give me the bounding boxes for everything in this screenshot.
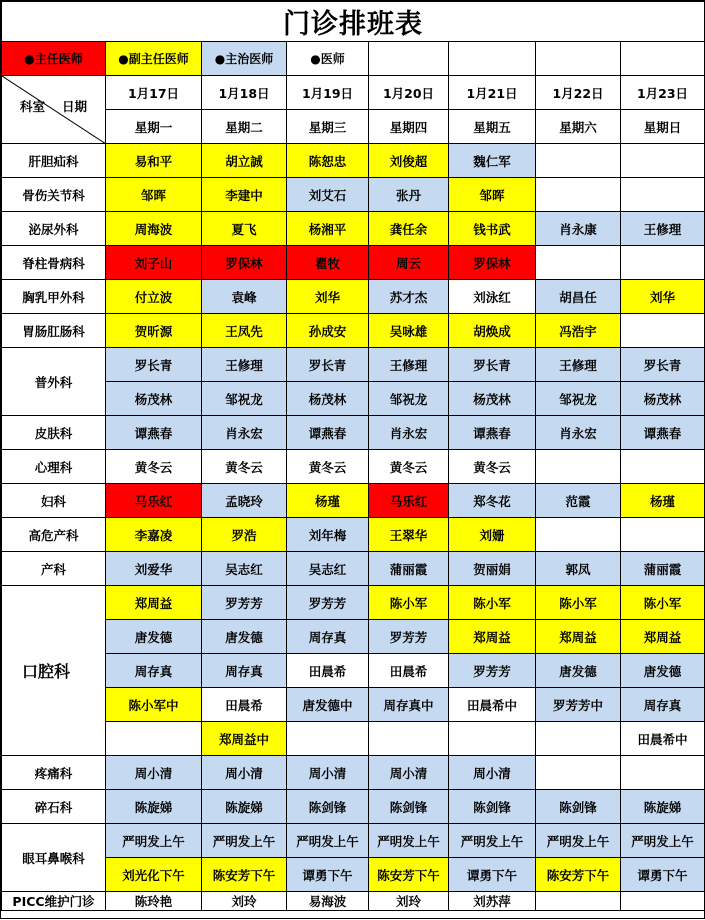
doctor-cell: 郑周益: [621, 620, 705, 654]
doctor-cell: 罗芳芳中: [536, 688, 621, 722]
doctor-cell: 陈剑锋: [449, 790, 536, 824]
doctor-cell: 龚任余: [369, 212, 449, 246]
doctor-cell: 周小清: [369, 756, 449, 790]
doctor-cell: 黄冬云: [202, 450, 287, 484]
header-date: 1月20日: [369, 76, 449, 110]
table-row: [2, 382, 705, 416]
doctor-cell: 苏才杰: [369, 280, 449, 314]
doctor-cell: 罗浩: [202, 518, 287, 552]
doctor-cell: 贺丽娟: [449, 552, 536, 586]
doctor-cell: 周小清: [449, 756, 536, 790]
doctor-cell: 唐发德: [106, 620, 202, 654]
doctor-cell: 吴志红: [287, 552, 369, 586]
doctor-cell: 邹祝龙: [536, 382, 621, 416]
doctor-cell: 罗长青: [449, 348, 536, 382]
doctor-cell: 杨瑾: [621, 484, 705, 518]
doctor-cell: 周存真: [287, 620, 369, 654]
doctor-cell: 肖永康: [536, 212, 621, 246]
empty-cell: [287, 722, 369, 756]
dept-label: 碎石科: [2, 790, 106, 824]
doctor-cell: 周小清: [202, 756, 287, 790]
empty-cell: [621, 756, 705, 790]
doctor-cell: 刘泳红: [449, 280, 536, 314]
header-date-label: 日期: [62, 99, 88, 114]
doctor-cell: 刘年梅: [287, 518, 369, 552]
doctor-cell: 肖永宏: [202, 416, 287, 450]
doctor-cell: 王凤先: [202, 314, 287, 348]
doctor-cell: 谭勇下午: [287, 858, 369, 892]
empty-cell: [536, 42, 621, 76]
doctor-cell: 陈小军: [449, 586, 536, 620]
table-row: [2, 552, 705, 586]
diagonal-line: [2, 76, 106, 144]
table-row: [2, 416, 705, 450]
doctor-cell: 刘华: [287, 280, 369, 314]
table-row: [2, 790, 705, 824]
doctor-cell: 严明发上午: [287, 824, 369, 858]
doctor-cell: 易海波: [287, 892, 369, 911]
empty-cell: [369, 42, 449, 76]
doctor-cell: 陈剑锋: [287, 790, 369, 824]
header-weekday: 星期三: [287, 110, 369, 144]
doctor-cell: 田晨希中: [621, 722, 705, 756]
table-row: [2, 722, 705, 756]
doctor-cell: 郑周益中: [202, 722, 287, 756]
header-corner: [2, 76, 106, 144]
dept-label: 肝胆疝科: [2, 144, 106, 178]
header-date: 1月23日: [621, 76, 705, 110]
empty-cell: [621, 892, 705, 911]
header-weekday: 星期五: [449, 110, 536, 144]
doctor-cell: 刘苏萍: [449, 892, 536, 911]
doctor-cell: 瞿牧: [287, 246, 369, 280]
doctor-cell: 谭燕春: [621, 416, 705, 450]
table-row: [2, 586, 705, 620]
table-row: [2, 756, 705, 790]
empty-cell: [536, 144, 621, 178]
doctor-cell: 谭燕春: [287, 416, 369, 450]
empty-cell: [621, 178, 705, 212]
doctor-cell: 邹晖: [106, 178, 202, 212]
doctor-cell: 杨茂林: [106, 382, 202, 416]
schedule-table: [1, 1, 705, 911]
doctor-cell: 陈小军: [536, 586, 621, 620]
empty-cell: [369, 722, 449, 756]
doctor-cell: 周海波: [106, 212, 202, 246]
header-date: 1月18日: [202, 76, 287, 110]
doctor-cell: 周小清: [106, 756, 202, 790]
doctor-cell: 周存真中: [369, 688, 449, 722]
doctor-cell: 罗长青: [287, 348, 369, 382]
doctor-cell: 刘玲: [369, 892, 449, 911]
doctor-cell: 肖永宏: [369, 416, 449, 450]
empty-cell: [449, 722, 536, 756]
doctor-cell: 杨湘平: [287, 212, 369, 246]
empty-cell: [449, 42, 536, 76]
table-row: [2, 144, 705, 178]
doctor-cell: 黄冬云: [449, 450, 536, 484]
doctor-cell: 吴咏雄: [369, 314, 449, 348]
doctor-cell: 罗长青: [621, 348, 705, 382]
doctor-cell: 刘玲: [202, 892, 287, 911]
doctor-cell: 郑周益: [536, 620, 621, 654]
doctor-cell: 罗长青: [106, 348, 202, 382]
doctor-cell: 贺昕源: [106, 314, 202, 348]
doctor-cell: 王修理: [536, 348, 621, 382]
doctor-cell: 陈安芳下午: [369, 858, 449, 892]
header-date: 1月21日: [449, 76, 536, 110]
empty-cell: [536, 246, 621, 280]
doctor-cell: 黄冬云: [106, 450, 202, 484]
table-row: [2, 348, 705, 382]
doctor-cell: 孙成安: [287, 314, 369, 348]
dept-label: 疼痛科: [2, 756, 106, 790]
doctor-cell: 钱书武: [449, 212, 536, 246]
doctor-cell: 胡昌任: [536, 280, 621, 314]
dept-label: 普外科: [2, 348, 106, 416]
doctor-cell: 严明发上午: [536, 824, 621, 858]
doctor-cell: 田晨希: [287, 654, 369, 688]
doctor-cell: 王修理: [202, 348, 287, 382]
dept-label: 高危产科: [2, 518, 106, 552]
doctor-cell: 冯浩宇: [536, 314, 621, 348]
doctor-cell: 蒲丽霞: [621, 552, 705, 586]
table-row: [2, 654, 705, 688]
doctor-cell: 陈剑锋: [369, 790, 449, 824]
doctor-cell: 范霞: [536, 484, 621, 518]
empty-cell: [621, 518, 705, 552]
empty-cell: [536, 892, 621, 911]
doctor-cell: 罗芳芳: [449, 654, 536, 688]
doctor-cell: 郑冬花: [449, 484, 536, 518]
doctor-cell: 周云: [369, 246, 449, 280]
dept-label: 产科: [2, 552, 106, 586]
dept-label: 脊柱骨病科: [2, 246, 106, 280]
doctor-cell: 陈旋娣: [202, 790, 287, 824]
doctor-cell: 杨茂林: [287, 382, 369, 416]
doctor-cell: 夏飞: [202, 212, 287, 246]
doctor-cell: 袁峰: [202, 280, 287, 314]
doctor-cell: 陈安芳下午: [536, 858, 621, 892]
page-title: 门诊排班表: [2, 2, 705, 42]
doctor-cell: 吴志红: [202, 552, 287, 586]
doctor-cell: 唐发德: [536, 654, 621, 688]
doctor-cell: 付立波: [106, 280, 202, 314]
empty-cell: [621, 450, 705, 484]
dept-label: 眼耳鼻喉科: [2, 824, 106, 892]
table-row: [2, 314, 705, 348]
doctor-cell: 唐发德: [621, 654, 705, 688]
doctor-cell: 陈安芳下午: [202, 858, 287, 892]
doctor-cell: 张丹: [369, 178, 449, 212]
dept-label: 胃肠肛肠科: [2, 314, 106, 348]
legend-chief: ●主任医师: [2, 42, 106, 76]
doctor-cell: 唐发德: [202, 620, 287, 654]
dept-label: 胸乳甲外科: [2, 280, 106, 314]
doctor-cell: 刘姗: [449, 518, 536, 552]
doctor-cell: 刘子山: [106, 246, 202, 280]
doctor-cell: 马乐红: [106, 484, 202, 518]
doctor-cell: 邹祝龙: [202, 382, 287, 416]
doctor-cell: 马乐红: [369, 484, 449, 518]
empty-cell: [536, 518, 621, 552]
doctor-cell: 刘华: [621, 280, 705, 314]
doctor-cell: 易和平: [106, 144, 202, 178]
doctor-cell: 谭勇下午: [621, 858, 705, 892]
empty-cell: [536, 178, 621, 212]
empty-cell: [621, 144, 705, 178]
doctor-cell: 刘俊超: [369, 144, 449, 178]
doctor-cell: 陈小军: [369, 586, 449, 620]
doctor-cell: 陈小军中: [106, 688, 202, 722]
dept-label: 骨伤关节科: [2, 178, 106, 212]
table-row: [2, 178, 705, 212]
doctor-cell: 罗芳芳: [287, 586, 369, 620]
doctor-cell: 周存真: [621, 688, 705, 722]
empty-cell: [536, 450, 621, 484]
header-weekday: 星期二: [202, 110, 287, 144]
doctor-cell: 黄冬云: [369, 450, 449, 484]
header-date: 1月22日: [536, 76, 621, 110]
legend-attending: ●主治医师: [202, 42, 287, 76]
doctor-cell: 谭燕春: [449, 416, 536, 450]
empty-cell: [621, 246, 705, 280]
table-row: [2, 892, 705, 911]
empty-cell: [621, 314, 705, 348]
table-row: [2, 824, 705, 858]
doctor-cell: 黄冬云: [287, 450, 369, 484]
doctor-cell: 周存真: [106, 654, 202, 688]
doctor-cell: 陈小军: [621, 586, 705, 620]
doctor-cell: 谭燕春: [106, 416, 202, 450]
doctor-cell: 魏仁军: [449, 144, 536, 178]
doctor-cell: 王翠华: [369, 518, 449, 552]
doctor-cell: 陈剑锋: [536, 790, 621, 824]
header-weekday: 星期六: [536, 110, 621, 144]
doctor-cell: 郑周益: [106, 586, 202, 620]
doctor-cell: 严明发上午: [202, 824, 287, 858]
header-date: 1月17日: [106, 76, 202, 110]
doctor-cell: 胡立誠: [202, 144, 287, 178]
doctor-cell: 严明发上午: [449, 824, 536, 858]
dept-label: 妇科: [2, 484, 106, 518]
doctor-cell: 周存真: [202, 654, 287, 688]
empty-cell: [536, 756, 621, 790]
header-weekday: 星期日: [621, 110, 705, 144]
doctor-cell: 陈旋娣: [106, 790, 202, 824]
doctor-cell: 田晨希: [202, 688, 287, 722]
legend-physician: ●医师: [287, 42, 369, 76]
doctor-cell: 周小清: [287, 756, 369, 790]
dept-label: 皮肤科: [2, 416, 106, 450]
dept-label: 泌尿外科: [2, 212, 106, 246]
doctor-cell: 谭勇下午: [449, 858, 536, 892]
doctor-cell: 陈玲艳: [106, 892, 202, 911]
doctor-cell: 胡焕成: [449, 314, 536, 348]
table-row: [2, 212, 705, 246]
table-row: [2, 688, 705, 722]
empty-cell: [106, 722, 202, 756]
doctor-cell: 杨茂林: [621, 382, 705, 416]
doctor-cell: 蒲丽霞: [369, 552, 449, 586]
doctor-cell: 罗保林: [202, 246, 287, 280]
doctor-cell: 刘艾石: [287, 178, 369, 212]
doctor-cell: 刘爱华: [106, 552, 202, 586]
table-row: [2, 246, 705, 280]
table-row: [2, 484, 705, 518]
header-dept-label: 科室: [20, 99, 46, 114]
table-row: [2, 620, 705, 654]
dept-label: 口腔科: [2, 586, 106, 756]
doctor-cell: 肖永宏: [536, 416, 621, 450]
doctor-cell: 邹祝龙: [369, 382, 449, 416]
doctor-cell: 邹晖: [449, 178, 536, 212]
doctor-cell: 杨瑾: [287, 484, 369, 518]
doctor-cell: 郑周益: [449, 620, 536, 654]
doctor-cell: 王修理: [369, 348, 449, 382]
legend-associate: ●副主任医师: [106, 42, 202, 76]
doctor-cell: 杨茂林: [449, 382, 536, 416]
dept-label: PICC维护门诊: [2, 892, 106, 911]
doctor-cell: 罗保林: [449, 246, 536, 280]
table-row: [2, 450, 705, 484]
dept-label: 心理科: [2, 450, 106, 484]
doctor-cell: 严明发上午: [621, 824, 705, 858]
header-weekday: 星期一: [106, 110, 202, 144]
doctor-cell: 罗芳芳: [202, 586, 287, 620]
doctor-cell: 李建中: [202, 178, 287, 212]
table-row: [2, 518, 705, 552]
header-weekday: 星期四: [369, 110, 449, 144]
doctor-cell: 王修理: [621, 212, 705, 246]
table-row: [2, 858, 705, 892]
doctor-cell: 陈旋娣: [621, 790, 705, 824]
doctor-cell: 唐发德中: [287, 688, 369, 722]
doctor-cell: 陈恕忠: [287, 144, 369, 178]
doctor-cell: 严明发上午: [369, 824, 449, 858]
empty-cell: [621, 42, 705, 76]
doctor-cell: 田晨希中: [449, 688, 536, 722]
doctor-cell: 严明发上午: [106, 824, 202, 858]
doctor-cell: 刘光化下午: [106, 858, 202, 892]
header-date: 1月19日: [287, 76, 369, 110]
doctor-cell: 郭凤: [536, 552, 621, 586]
doctor-cell: 罗芳芳: [369, 620, 449, 654]
doctor-cell: 孟晓玲: [202, 484, 287, 518]
doctor-cell: 田晨希: [369, 654, 449, 688]
doctor-cell: 李嘉凌: [106, 518, 202, 552]
table-row: [2, 280, 705, 314]
empty-cell: [536, 722, 621, 756]
